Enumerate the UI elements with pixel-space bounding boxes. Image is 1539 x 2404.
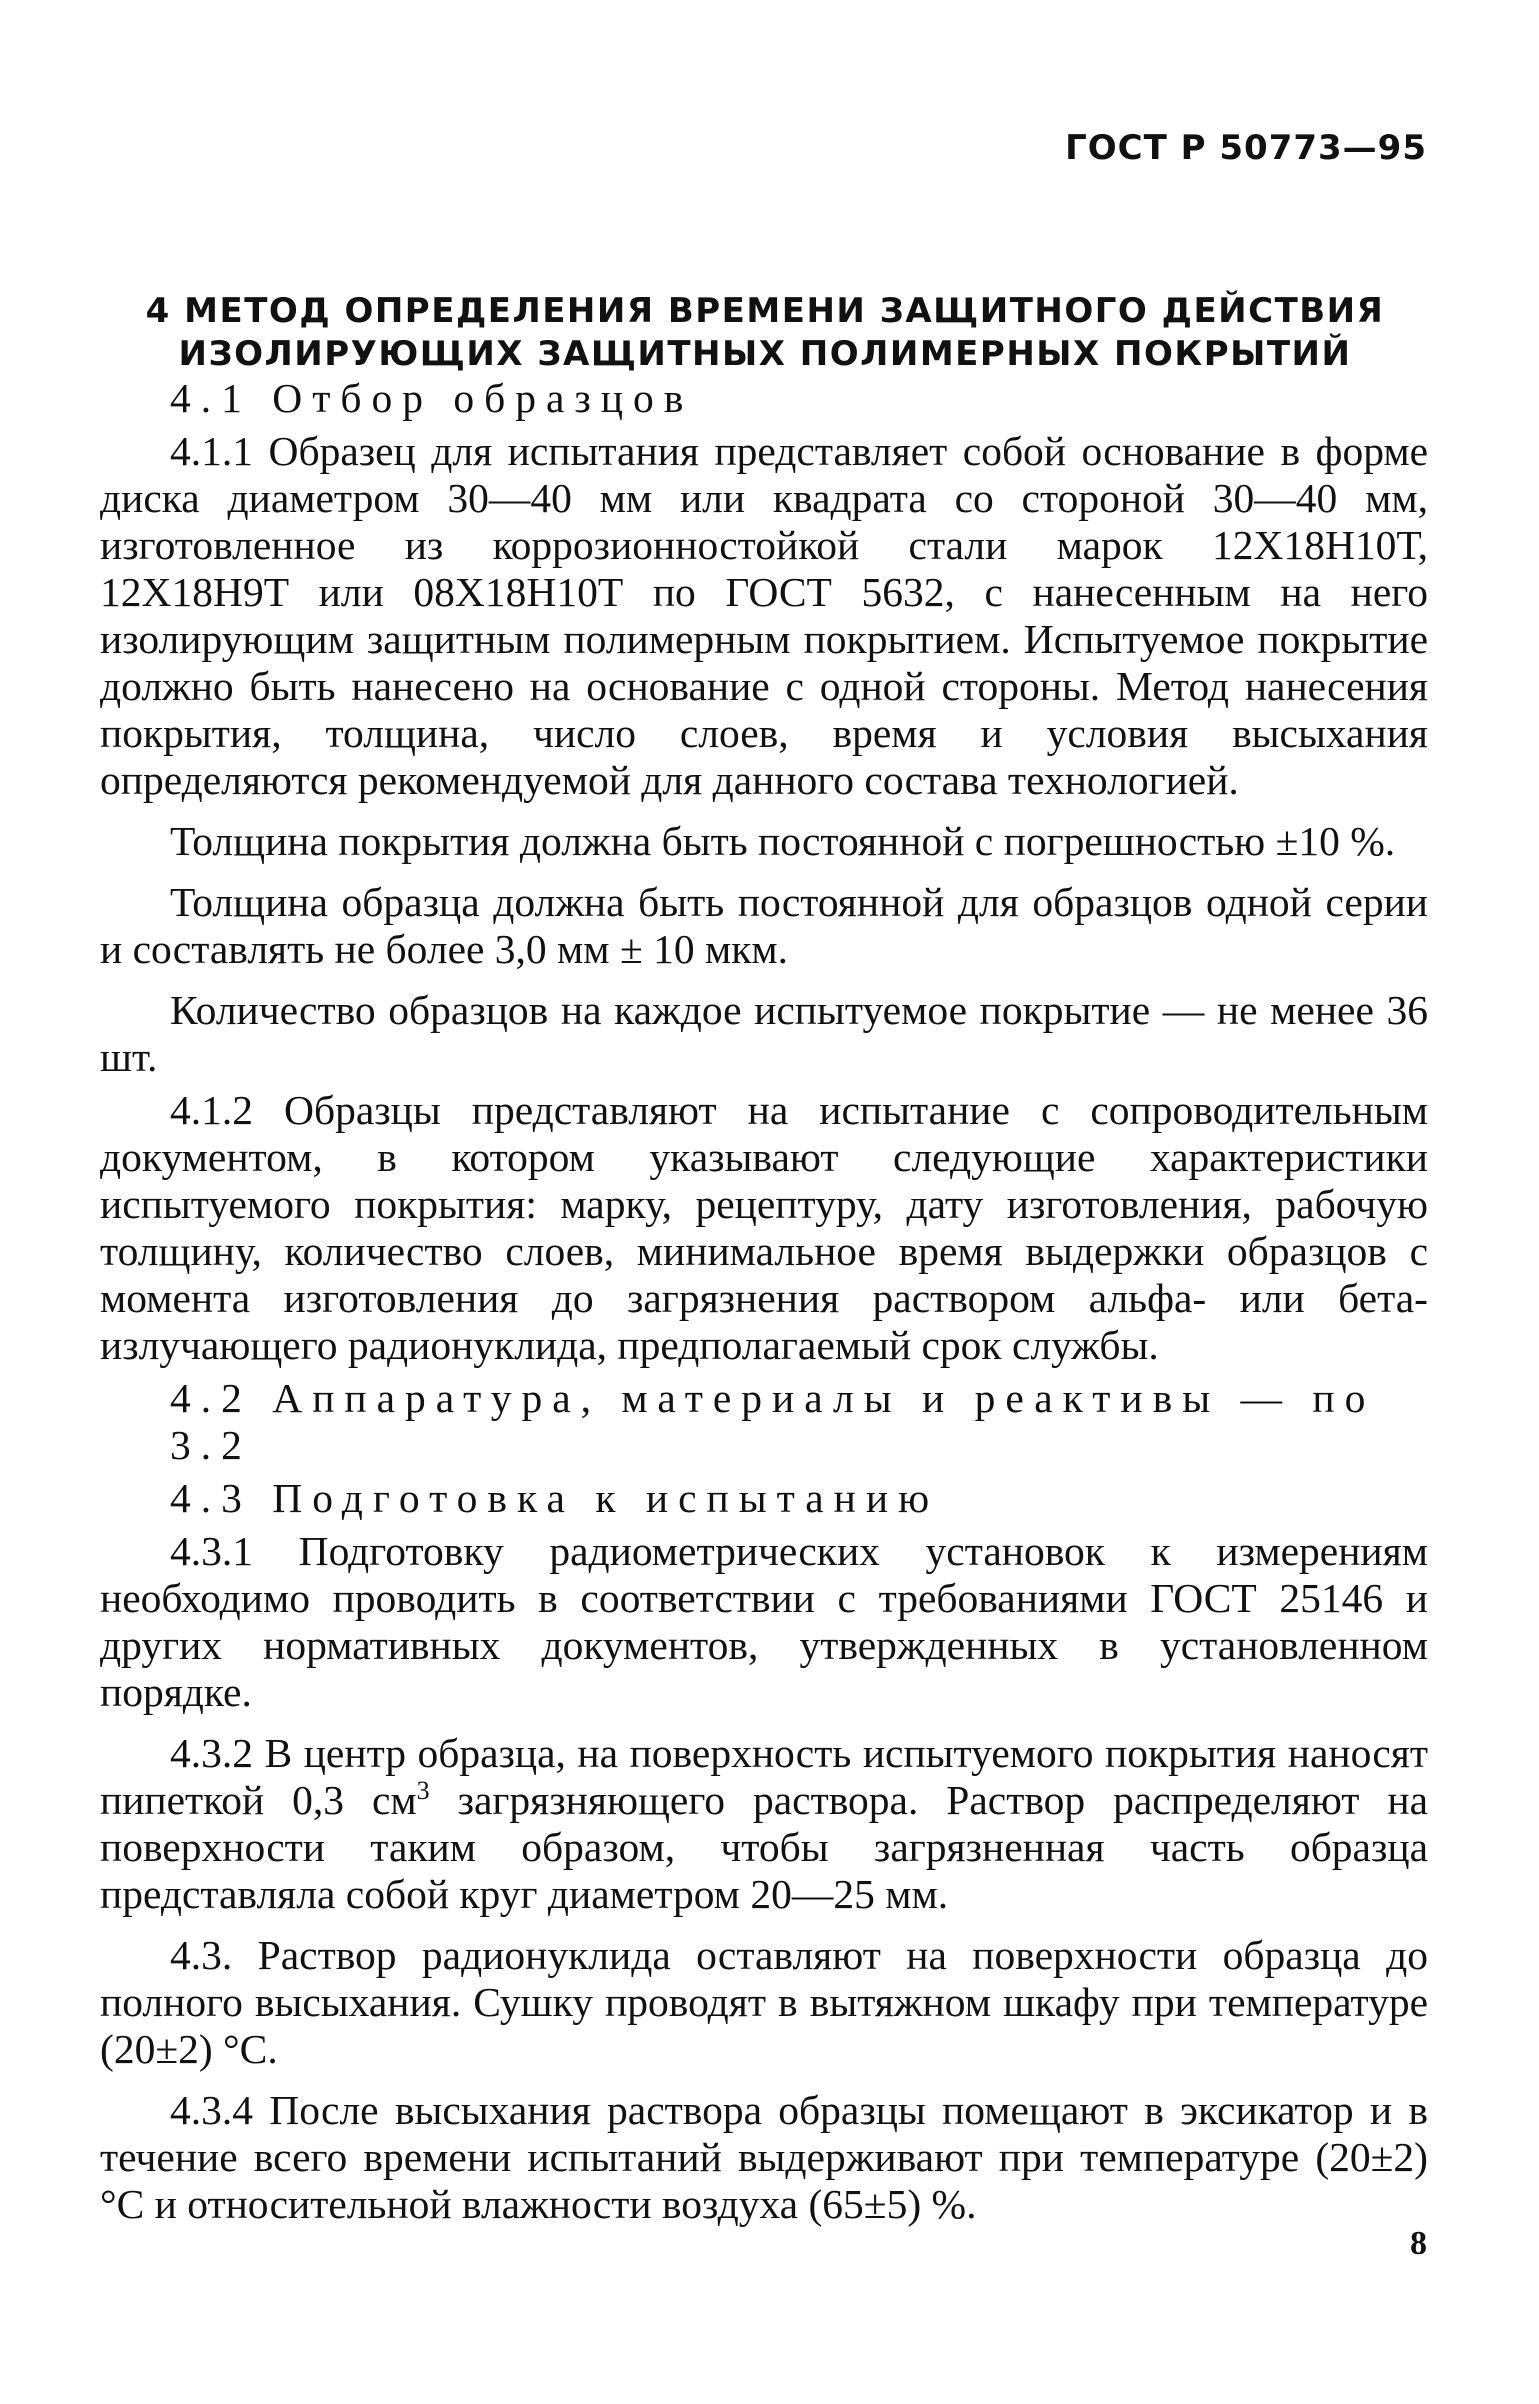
paragraph-4-3-2 xyxy=(100,1730,1428,1918)
paragraph-4-3-2-part-2: загрязняющего раствора. Раствор распределяют на поверхности таким образом, чтобы загрязненная часть образца представляла собой круг диаметром 20—25 мм. xyxy=(100,1777,1428,1917)
paragraph-4-1-1: 4.1.1 Образец для испытания представляет собой основание в форме диска диаметром 30—40 мм или квадрата со стороной 30—40 мм, изготовленное из коррозионностойкой стали марок 12Х18Н10Т, 12Х18Н9Т или 08Х18Н10Т по ГОСТ 5632, с нанесенным на него изолирующим защитным полимерным покрытием. Испытуемое покрытие должно быть нанесено на основание с одной стороны. Метод нанесения покрытия, толщина, число слоев, время и условия высыхания определяются рекомендуемой для данного состава технологией. xyxy=(100,428,1428,803)
paragraph-coating-thickness: Толщина покрытия должна быть постоянной с погрешностью ±10 %. xyxy=(170,818,1396,864)
paragraph-4-3-1: 4.3.1 Подготовку радиометрических установок к измерениям необходимо проводить в соответствии с требованиями ГОСТ 25146 и других нормативных документов, утвержденных в установленном порядке. xyxy=(100,1528,1428,1715)
subsection-heading-4-1: 4.1 Отбор образцов xyxy=(170,375,694,421)
cubic-superscript: 3 xyxy=(416,1776,430,1806)
standard-header: ГОСТ Р 50773—95 xyxy=(1065,128,1427,168)
subsection-heading-4-2: 4.2 Аппаратура, материалы и реактивы — по 3.2 xyxy=(170,1375,1376,1468)
paragraph-4-1-2: 4.1.2 Образцы представляют на испытание с сопроводительным документом, в котором указывают следующие характеристики испытуемого покрытия: марку, рецептуру, дату изготовления, рабочую толщину, количество слоев, минимальное время выдержки образцов с момента изготовления до загрязнения раствором альфа- или бета-излучающего радионуклида, предполагаемый срок службы. xyxy=(100,1087,1428,1368)
section-title-line-1: 4 МЕТОД ОПРЕДЕЛЕНИЯ ВРЕМЕНИ ЗАЩИТНОГО ДЕЙСТВИЯ xyxy=(145,291,1385,331)
paragraph-4-3-3: 4.3. Раствор радионуклида оставляют на поверхности образца до полного высыхания. Сушку проводят в вытяжном шкафу при температуре (20±2) °С. xyxy=(100,1932,1428,2072)
paragraph-sample-thickness: Толщина образца должна быть постоянной для образцов одной серии и составлять не более 3,0 мм ± 10 мкм. xyxy=(100,879,1428,972)
document-body xyxy=(100,375,1428,2228)
paragraph-sample-quantity: Количество образцов на каждое испытуемое покрытие — не менее 36 шт. xyxy=(100,987,1428,1080)
subsection-heading-4-3: 4.3 Подготовка к испытанию xyxy=(170,1475,940,1521)
paragraph-4-3-4: 4.3.4 После высыхания раствора образцы помещают в эксикатор и в течение всего времени испытаний выдерживают при температуре (20±2) °С и относительной влажности воздуха (65±5) %. xyxy=(100,2087,1428,2227)
page-number: 8 xyxy=(1410,2225,1427,2262)
section-title-line-2: ИЗОЛИРУЮЩИХ ЗАЩИТНЫХ ПОЛИМЕРНЫХ ПОКРЫТИЙ xyxy=(178,334,1352,374)
paragraph-4-3-2-part-1: 4.3.2 В центр образца, на поверхность испытуемого покрытия наносят пипеткой 0,3 см xyxy=(100,1730,1428,1823)
